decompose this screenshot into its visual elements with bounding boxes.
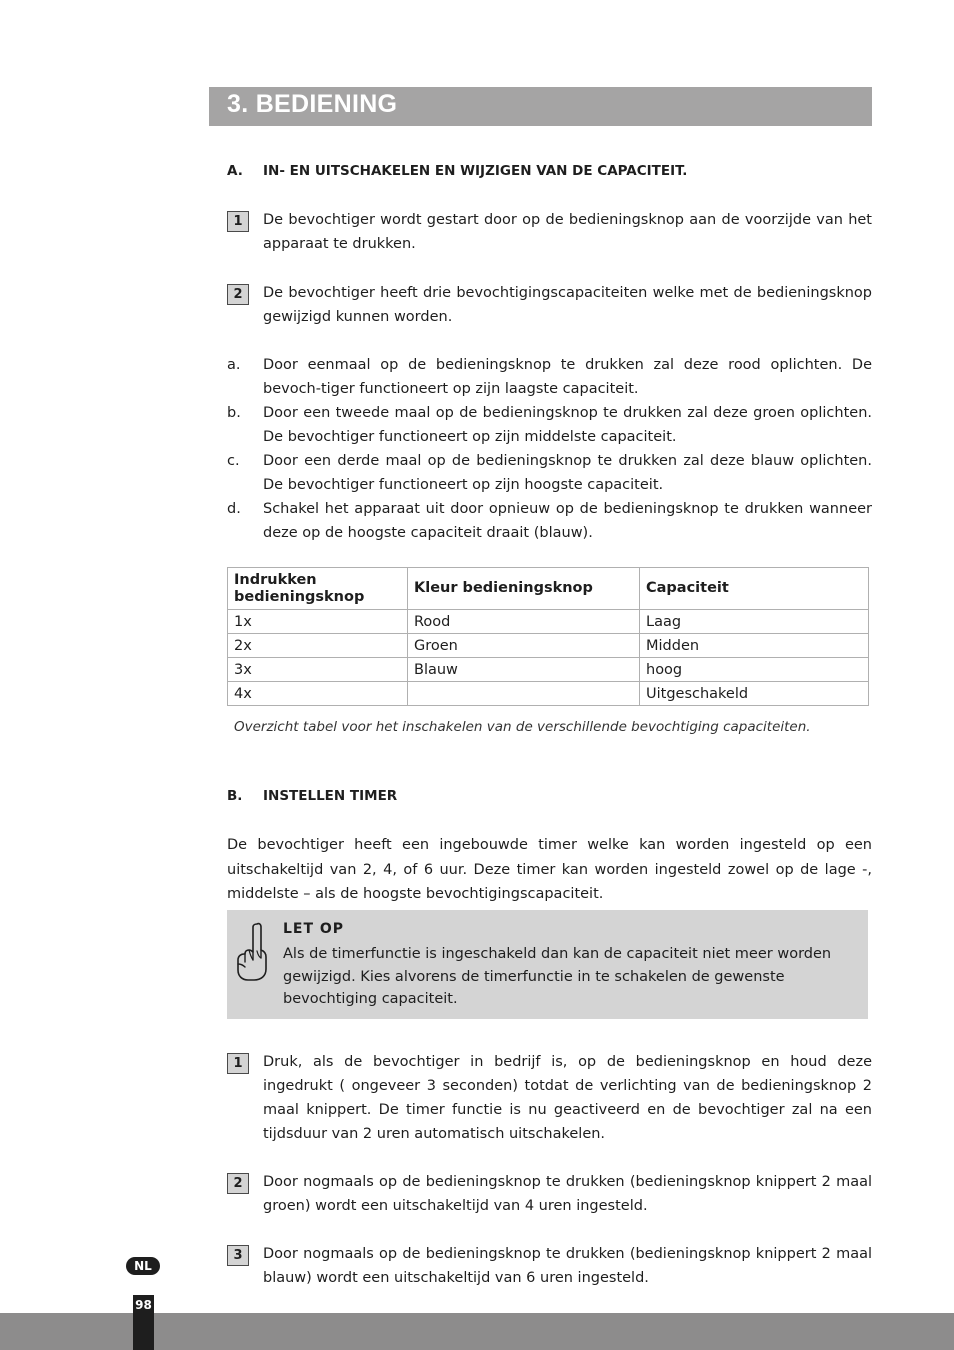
table-cell: Laag [640, 610, 869, 634]
note-box [227, 910, 868, 1019]
list-item-letter: a. [227, 357, 241, 373]
step-text: Door nogmaals op de bedieningsknop te drukken (bedieningsknop knippert 2 maal blauw) wordt een uitschakeltijd van 6 uren ingesteld. [263, 1246, 872, 1286]
table-cell [408, 682, 640, 706]
table-header: Kleur bedieningsknop [408, 568, 640, 610]
list-item-letter: d. [227, 501, 241, 517]
table-cell: Uitgeschakeld [640, 682, 869, 706]
step-number-box: 2 [227, 284, 249, 305]
table-row [228, 682, 869, 706]
page-title: 3. BEDIENING [227, 90, 398, 118]
timer-intro-text: De bevochtiger heeft een ingebouwde timer welke kan worden ingesteld op een uitschakeltijd van 2, 4, of 6 uur. Deze timer kan worden ingesteld zowel op de lage -, middelste – als de hoogste bevochtigingscapaciteit. [227, 837, 872, 902]
table-header: Indrukken bedieningsknop [228, 568, 408, 610]
step-number-box: 3 [227, 1245, 249, 1266]
page-number: 98 [135, 1298, 152, 1312]
table-row [228, 634, 869, 658]
section-a-letter: A. [227, 163, 243, 179]
table-cell: 4x [228, 682, 408, 706]
step-number-box: 1 [227, 211, 249, 232]
table-header-row [228, 568, 869, 610]
step-text: Druk, als de bevochtiger in bedrijf is, op de bedieningsknop en houd deze ingedrukt ( ongeveer 3 seconden) totdat de verlichting van de bedieningsknop 2 maal knippert. De timer functie is nu geactiveerd en de bevochtiger zal na een tijdsduur van 2 uren automatisch uitschakelen. [263, 1054, 872, 1142]
table-cell: 2x [228, 634, 408, 658]
step-number-box: 1 [227, 1053, 249, 1074]
pointing-hand-icon [233, 920, 267, 982]
section-banner [209, 87, 872, 126]
capacity-table [227, 567, 869, 706]
list-item-text: Schakel het apparaat uit door opnieuw op de bedieningsknop te drukken wanneer deze op de hoogste capaciteit draait (blauw). [263, 501, 872, 541]
table-cell: Rood [408, 610, 640, 634]
language-badge: NL [126, 1257, 160, 1275]
list-item-letter: c. [227, 453, 240, 469]
table-cell: 3x [228, 658, 408, 682]
step-number-box: 2 [227, 1173, 249, 1194]
section-b-letter: B. [227, 788, 243, 804]
list-item-letter: b. [227, 405, 241, 421]
page-tab [133, 1295, 154, 1350]
step-text: Door nogmaals op de bedieningsknop te drukken (bedieningsknop knippert 2 maal groen) wordt een uitschakeltijd van 4 uren ingesteld. [263, 1174, 872, 1214]
section-b-title: INSTELLEN TIMER [263, 788, 398, 804]
list-item-text: Door een tweede maal op de bedieningsknop te drukken zal deze groen oplichten. De bevochtiger functioneert op zijn middelste capaciteit. [263, 405, 872, 445]
table-header: Capaciteit [640, 568, 869, 610]
note-title: LET OP [283, 921, 345, 937]
list-item-text: Door eenmaal op de bedieningsknop te drukken zal deze rood oplichten. De bevoch-tiger functioneert op zijn laagste capaciteit. [263, 357, 872, 397]
step-text: De bevochtiger wordt gestart door op de bedieningsknop aan de voorzijde van het apparaat te drukken. [263, 212, 872, 252]
table-cell: Midden [640, 634, 869, 658]
table-cell: Groen [408, 634, 640, 658]
table-row [228, 658, 869, 682]
table-cell: 1x [228, 610, 408, 634]
table-caption: Overzicht tabel voor het inschakelen van de verschillende bevochtiging capaciteiten. [234, 719, 811, 735]
section-a-title: IN- EN UITSCHAKELEN EN WIJZIGEN VAN DE CAPACITEIT. [263, 163, 688, 179]
table-cell: hoog [640, 658, 869, 682]
note-text: Als de timerfunctie is ingeschakeld dan kan de capaciteit niet meer worden gewijzigd. Kies alvorens de timerfunctie in te schakelen de gewenste bevochtiging capaciteit. [283, 946, 832, 1007]
table-row [228, 610, 869, 634]
list-item-text: Door een derde maal op de bedieningsknop te drukken zal deze blauw oplichten. De bevochtiger functioneert op zijn hoogste capaciteit. [263, 453, 872, 493]
table-cell: Blauw [408, 658, 640, 682]
step-text: De bevochtiger heeft drie bevochtigingscapaciteiten welke met de bedieningsknop gewijzigd kunnen worden. [263, 285, 872, 325]
